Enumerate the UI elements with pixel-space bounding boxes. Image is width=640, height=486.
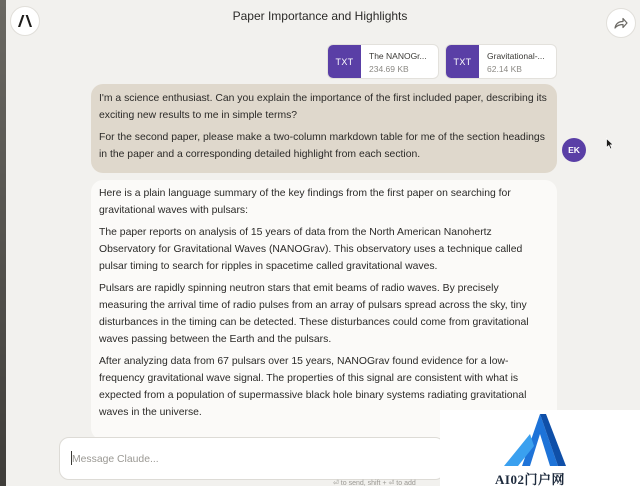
txt-file-icon: TXT <box>446 45 479 78</box>
attachment-card[interactable] <box>445 44 557 79</box>
assistant-message-paragraph: After analyzing data from 67 pulsars over 15 years, NANOGrav found evidence for a low-frequency gravitational wave signal. The properties of this signal are consistent with what is expected from a population of supermassive black hole binary systems radiating gravitational waves in the universe. <box>99 356 527 418</box>
user-message-paragraph: For the second paper, please make a two-column markdown table for me of the section headings in the paper and a corresponding detailed highlight from each section. <box>99 132 545 160</box>
user-message-paragraph: I'm a science enthusiast. Can you explain the importance of the first included paper, describing its exciting new results to me in simple terms? <box>99 93 547 121</box>
watermark-text: AI02门户网 <box>495 472 565 486</box>
left-edge-strip <box>0 0 6 486</box>
attachment-size: 234.69 KB <box>369 64 409 74</box>
user-avatar[interactable]: EK <box>562 138 586 162</box>
share-button[interactable] <box>606 8 636 38</box>
assistant-message-paragraph: Here is a plain language summary of the key findings from the first paper on searching for gravitational waves with pulsars: <box>99 188 511 216</box>
composer-hint: ⏎ to send, shift + ⏎ to add <box>333 480 416 486</box>
watermark <box>440 410 640 486</box>
message-input[interactable] <box>72 450 432 468</box>
attachment-name: Gravitational-... <box>487 51 545 61</box>
attachment-size: 62.14 KB <box>487 64 522 74</box>
page-title: Paper Importance and Highlights <box>232 9 408 23</box>
attachment-name: The NANOGr... <box>369 51 427 61</box>
message-composer[interactable] <box>59 437 445 480</box>
watermark-logo <box>500 412 580 468</box>
txt-file-icon: TXT <box>328 45 361 78</box>
assistant-message-paragraph: Pulsars are rapidly spinning neutron stars that emit beams of radio waves. By precisely measuring the arrival time of radio pulses from an array of pulsars spread across the sky, tiny disturbances in the timing can be detected. These disturbances could come from gravitational waves passing between the Earth and the pulsars. <box>99 283 529 345</box>
user-message <box>91 84 557 173</box>
share-arrow-icon <box>614 17 628 29</box>
assistant-message <box>91 180 557 440</box>
mouse-cursor-icon <box>606 138 614 150</box>
attachment-card[interactable] <box>327 44 439 79</box>
assistant-message-paragraph: The paper reports on analysis of 15 years of data from the North American Nanohertz Observatory for Gravitational Waves (NANOGrav). This observatory uses a technique called pulsar timing to search for ripples in spacetime called gravitational waves. <box>99 227 523 272</box>
